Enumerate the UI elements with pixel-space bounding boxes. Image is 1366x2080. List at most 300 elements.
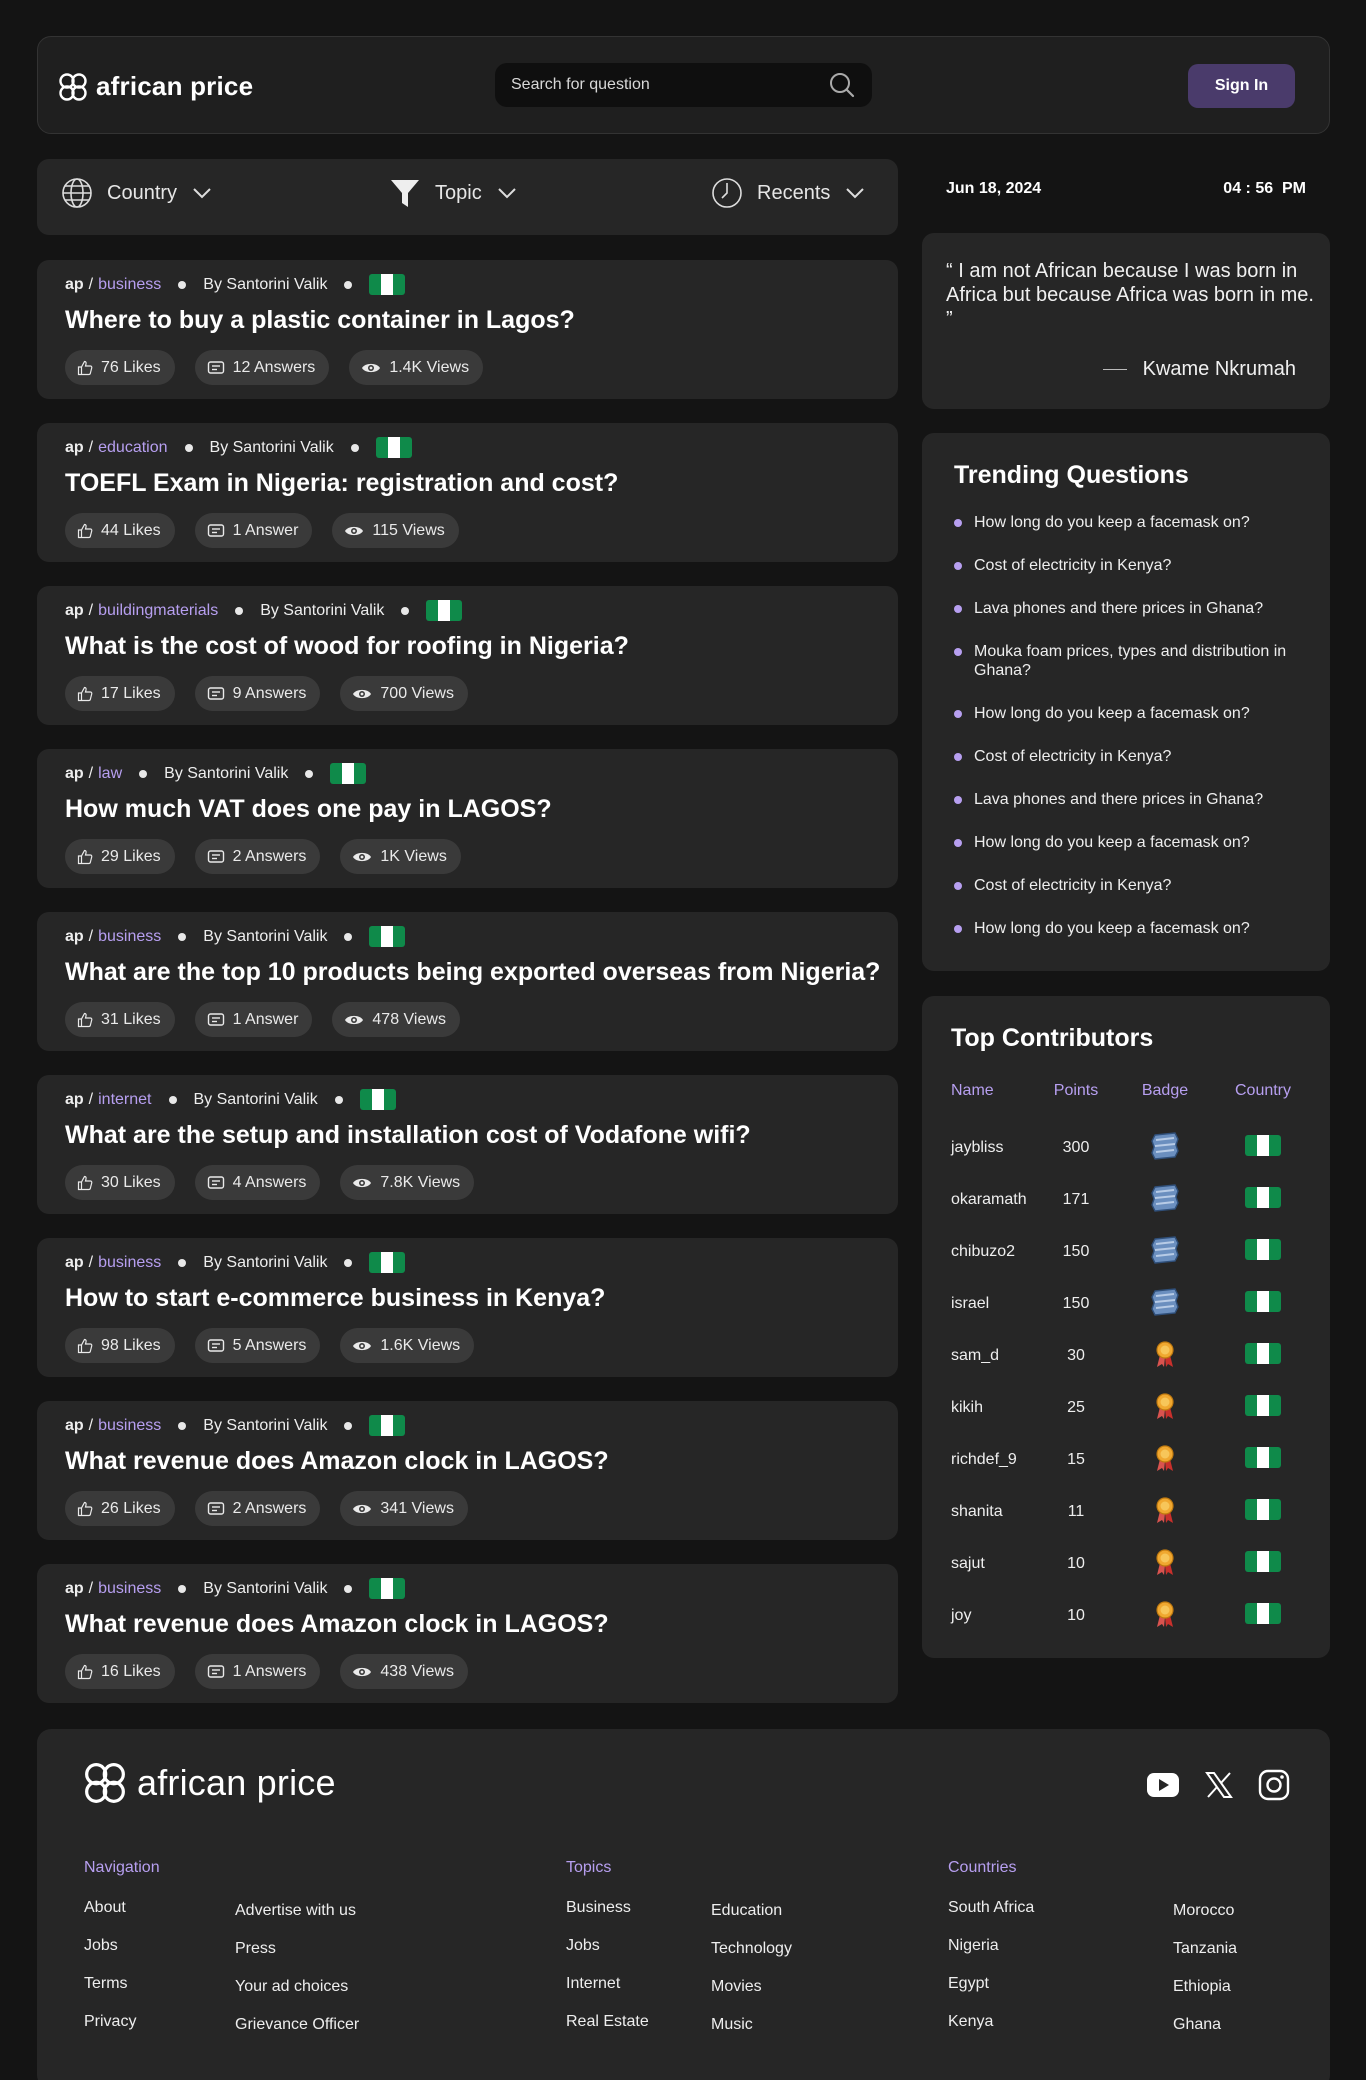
footer-navigation-title: Navigation — [84, 1859, 160, 1876]
table-row[interactable] — [951, 1382, 1311, 1434]
footer-country-link[interactable]: Ethiopia — [1173, 1978, 1231, 1995]
search-icon[interactable] — [828, 71, 856, 99]
footer-nav-link[interactable]: Press — [235, 1940, 276, 1957]
views-indicator — [340, 1491, 468, 1526]
current-date: Jun 18, 2024 — [946, 180, 1042, 197]
trending-question-link[interactable]: How long do you keep a facemask on? — [974, 514, 1250, 531]
likes-count: 31 Likes — [101, 1010, 161, 1028]
path-separator: / — [88, 1090, 94, 1108]
medal-badge-icon — [1115, 1434, 1215, 1486]
question-meta — [65, 1252, 405, 1273]
footer-country-link[interactable]: Tanzania — [1173, 1940, 1238, 1957]
site-prefix: ap — [65, 601, 84, 619]
path-separator: / — [88, 601, 94, 619]
answers-button[interactable] — [195, 350, 330, 385]
footer-topics-extra — [711, 1902, 792, 2054]
trending-question-link[interactable]: Cost of electricity in Kenya? — [974, 557, 1172, 574]
site-prefix: ap — [65, 1416, 84, 1434]
trending-question-link[interactable]: Mouka foam prices, types and distribution in Ghana? — [974, 643, 1287, 679]
bullet-dot — [954, 562, 962, 570]
contributor-points: 10 — [1067, 1555, 1085, 1572]
question-stats — [65, 1002, 460, 1037]
contributor-points: 15 — [1067, 1451, 1085, 1468]
x-twitter-icon[interactable] — [1204, 1770, 1234, 1800]
column-header-name: Name — [951, 1082, 994, 1099]
comment-icon — [207, 1175, 225, 1191]
question-stats — [65, 1491, 468, 1526]
chevron-down-icon — [191, 186, 213, 200]
topic-filter[interactable] — [389, 177, 518, 209]
separator-dot — [185, 444, 193, 452]
likes-button[interactable] — [65, 1165, 175, 1200]
trending-item[interactable] — [954, 513, 1314, 532]
question-title[interactable]: TOEFL Exam in Nigeria: registration and cost? — [65, 469, 619, 497]
contributors-table — [951, 1082, 1311, 1642]
eye-icon — [352, 1502, 372, 1516]
footer-topic-link[interactable]: Jobs — [566, 1937, 600, 1954]
footer-nav-link[interactable]: Terms — [84, 1975, 128, 1992]
current-time: 04 : 56 PM — [1223, 180, 1306, 197]
bullet-dot — [954, 753, 962, 761]
likes-count: 26 Likes — [101, 1499, 161, 1517]
trending-item[interactable] — [954, 876, 1314, 895]
question-title[interactable]: What are the setup and installation cost of Vodafone wifi? — [65, 1121, 751, 1149]
question-author[interactable]: By Santorini Valik — [193, 1090, 318, 1108]
comment-icon — [207, 849, 225, 865]
date-time — [946, 180, 1306, 198]
separator-dot — [178, 1259, 186, 1267]
nigeria-flag-icon — [1245, 1135, 1281, 1156]
footer-topic-link[interactable]: Internet — [566, 1975, 621, 1992]
nigeria-flag-icon — [1245, 1291, 1281, 1312]
views-count: 341 Views — [380, 1499, 454, 1517]
contributor-name[interactable]: kikih — [951, 1399, 984, 1416]
recents-filter[interactable] — [711, 177, 866, 209]
eye-icon — [352, 850, 372, 864]
contributor-name[interactable]: chibuzo2 — [951, 1243, 1016, 1260]
separator-dot — [178, 1585, 186, 1593]
likes-button[interactable] — [65, 1654, 175, 1689]
question-card[interactable] — [37, 423, 898, 562]
answers-button[interactable] — [195, 1328, 321, 1363]
footer-country-link[interactable]: South Africa — [948, 1899, 1035, 1916]
comment-icon — [207, 360, 225, 376]
contributor-name[interactable]: sajut — [951, 1555, 985, 1572]
views-count: 700 Views — [380, 684, 454, 702]
nigeria-flag-icon — [1245, 1395, 1281, 1416]
question-stats — [65, 1654, 468, 1689]
separator-dot — [178, 1422, 186, 1430]
likes-count: 44 Likes — [101, 521, 161, 539]
separator-dot — [344, 1585, 352, 1593]
question-author[interactable]: By Santorini Valik — [164, 764, 289, 782]
contributor-points: 25 — [1067, 1399, 1085, 1416]
separator-dot — [235, 607, 243, 615]
trending-item[interactable] — [954, 790, 1314, 809]
question-stats — [65, 1165, 474, 1200]
globe-icon — [61, 177, 93, 209]
path-separator: / — [88, 764, 94, 782]
table-row[interactable] — [951, 1174, 1311, 1226]
shield-badge-icon — [1115, 1278, 1215, 1330]
contributor-country — [1215, 1278, 1311, 1330]
footer-brand-name: african price — [137, 1762, 336, 1803]
medal-badge-icon — [1115, 1382, 1215, 1434]
views-indicator — [332, 513, 458, 548]
table-row[interactable] — [951, 1434, 1311, 1486]
nigeria-flag-icon — [1245, 1499, 1281, 1520]
separator-dot — [335, 1096, 343, 1104]
separator-dot — [305, 770, 313, 778]
contributor-name[interactable]: israel — [951, 1295, 990, 1312]
separator-dot — [344, 281, 352, 289]
answers-button[interactable] — [195, 1165, 321, 1200]
views-indicator — [340, 676, 468, 711]
likes-button[interactable] — [65, 1328, 175, 1363]
trending-item[interactable] — [954, 556, 1314, 575]
quote-text: “ I am not African because I was born in Africa but because Africa was born in me. ” — [946, 260, 1314, 330]
likes-count: 30 Likes — [101, 1173, 161, 1191]
views-count: 115 Views — [372, 521, 445, 539]
footer-nav-link[interactable]: Grievance Officer — [235, 2016, 360, 2033]
chevron-down-icon — [844, 186, 866, 200]
medal-badge-icon — [1115, 1486, 1215, 1538]
footer-nav-link[interactable]: Your ad choices — [235, 1978, 349, 1995]
question-meta — [65, 926, 405, 947]
answers-button[interactable] — [195, 1491, 321, 1526]
answers-count: 1 Answers — [232, 1662, 307, 1680]
separator-dot — [401, 607, 409, 615]
question-category-link[interactable]: buildingmaterials — [98, 601, 219, 619]
trending-question-link[interactable]: How long do you keep a facemask on? — [974, 920, 1250, 937]
logo-icon — [83, 1761, 127, 1805]
question-title[interactable]: Where to buy a plastic container in Lagos? — [65, 306, 575, 334]
bullet-dot — [954, 710, 962, 718]
trending-question-link[interactable]: How long do you keep a facemask on? — [974, 705, 1250, 722]
table-row[interactable] — [951, 1590, 1311, 1642]
likes-count: 29 Likes — [101, 847, 161, 865]
question-title[interactable]: How much VAT does one pay in LAGOS? — [65, 795, 552, 823]
question-title[interactable]: How to start e-commerce business in Kenya? — [65, 1284, 606, 1312]
comment-icon — [207, 523, 225, 539]
likes-count: 76 Likes — [101, 358, 161, 376]
contributor-country — [1215, 1122, 1311, 1174]
question-author[interactable]: By Santorini Valik — [260, 601, 385, 619]
question-stats — [65, 1328, 474, 1363]
question-category-link[interactable]: education — [98, 438, 168, 456]
question-author[interactable]: By Santorini Valik — [203, 1253, 328, 1271]
trending-item[interactable] — [954, 747, 1314, 766]
question-meta — [65, 600, 462, 621]
contributor-points: 150 — [1062, 1243, 1090, 1260]
comment-icon — [207, 1012, 225, 1028]
likes-button[interactable] — [65, 676, 175, 711]
question-card[interactable] — [37, 586, 898, 725]
answers-button[interactable] — [195, 1654, 321, 1689]
table-row[interactable] — [951, 1486, 1311, 1538]
answers-count: 2 Answers — [232, 1499, 307, 1517]
footer-topic-link[interactable]: Technology — [711, 1940, 792, 1957]
bullet-dot — [954, 925, 962, 933]
filter-bar — [37, 159, 898, 235]
site-prefix: ap — [65, 1090, 84, 1108]
site-prefix: ap — [65, 1579, 84, 1597]
footer-country-link[interactable]: Ghana — [1173, 2016, 1222, 2033]
quote-author-name: Kwame Nkrumah — [1142, 358, 1296, 380]
comment-icon — [207, 1501, 225, 1517]
footer-country-link[interactable]: Egypt — [948, 1975, 989, 1992]
contributor-country — [1215, 1538, 1311, 1590]
views-indicator — [340, 1165, 474, 1200]
separator-dot — [169, 1096, 177, 1104]
trending-question-link[interactable]: Lava phones and there prices in Ghana? — [974, 600, 1264, 617]
contributors-title: Top Contributors — [951, 1024, 1154, 1052]
sign-in-button[interactable]: Sign In — [1188, 64, 1295, 108]
answers-button[interactable] — [195, 676, 321, 711]
question-stats — [65, 839, 461, 874]
contributor-name[interactable]: joy — [951, 1607, 972, 1624]
nigeria-flag-icon — [330, 763, 366, 784]
answers-count: 1 Answer — [232, 1010, 299, 1028]
answers-count: 12 Answers — [232, 358, 316, 376]
likes-count: 98 Likes — [101, 1336, 161, 1354]
nigeria-flag-icon — [369, 926, 405, 947]
nigeria-flag-icon — [1245, 1343, 1281, 1364]
eye-icon — [352, 687, 372, 701]
question-title[interactable]: What revenue does Amazon clock in LAGOS? — [65, 1610, 609, 1638]
nigeria-flag-icon — [426, 600, 462, 621]
footer-topic-link[interactable]: Movies — [711, 1978, 762, 1995]
topic-filter-label: Topic — [435, 181, 482, 204]
question-category-link[interactable]: law — [98, 764, 123, 782]
site-footer — [37, 1729, 1330, 2080]
column-header-badge: Badge — [1141, 1082, 1189, 1099]
likes-button[interactable] — [65, 1491, 175, 1526]
quote-dash — [1103, 369, 1127, 370]
likes-count: 16 Likes — [101, 1662, 161, 1680]
answers-button[interactable] — [195, 1002, 313, 1037]
contributor-name[interactable]: okaramath — [951, 1191, 1027, 1208]
answers-button[interactable] — [195, 839, 321, 874]
eye-icon — [352, 1339, 372, 1353]
footer-nav-link[interactable]: Advertise with us — [235, 1902, 356, 1919]
views-indicator — [349, 350, 483, 385]
search-input[interactable]: Search for question — [511, 76, 650, 93]
nigeria-flag-icon — [369, 1578, 405, 1599]
question-category-link[interactable]: business — [98, 1253, 162, 1271]
answers-count: 1 Answer — [232, 521, 299, 539]
filter-icon — [389, 177, 421, 209]
table-row[interactable] — [951, 1226, 1311, 1278]
question-title[interactable]: What revenue does Amazon clock in LAGOS? — [65, 1447, 609, 1475]
question-category-link[interactable]: business — [98, 275, 162, 293]
question-card[interactable] — [37, 260, 898, 399]
question-stats — [65, 513, 459, 548]
question-category-link[interactable]: business — [98, 1416, 162, 1434]
thumbs-up-icon — [77, 849, 93, 865]
likes-count: 17 Likes — [101, 684, 161, 702]
views-count: 7.8K Views — [380, 1173, 461, 1191]
footer-topic-link[interactable]: Real Estate — [566, 2013, 649, 2030]
contributor-name[interactable]: sam_d — [951, 1347, 1000, 1364]
question-card[interactable] — [37, 1075, 898, 1214]
contributor-points: 171 — [1062, 1191, 1090, 1208]
path-separator: / — [88, 927, 94, 945]
eye-icon — [344, 1013, 364, 1027]
trending-question-link[interactable]: Lava phones and there prices in Ghana? — [974, 791, 1264, 808]
question-category-link[interactable]: business — [98, 1579, 162, 1597]
site-header — [37, 36, 1330, 134]
views-count: 1.6K Views — [380, 1336, 461, 1354]
question-card[interactable] — [37, 1564, 898, 1703]
nigeria-flag-icon — [376, 437, 412, 458]
question-author[interactable]: By Santorini Valik — [203, 1416, 328, 1434]
trending-question-link[interactable]: How long do you keep a facemask on? — [974, 834, 1250, 851]
question-meta — [65, 1415, 405, 1436]
logo-icon — [58, 72, 88, 102]
footer-nav-link[interactable]: Jobs — [84, 1937, 118, 1954]
likes-button[interactable] — [65, 513, 175, 548]
footer-topic-link[interactable]: Education — [711, 1902, 783, 1919]
answers-count: 2 Answers — [232, 847, 307, 865]
contributor-name[interactable]: jaybliss — [951, 1139, 1004, 1156]
bullet-dot — [954, 839, 962, 847]
question-card[interactable] — [37, 912, 898, 1051]
question-category-link[interactable]: internet — [98, 1090, 152, 1108]
views-count: 1K Views — [380, 847, 447, 865]
contributor-points: 30 — [1067, 1347, 1085, 1364]
column-header-points: Points — [1053, 1082, 1099, 1099]
footer-navigation-extra — [235, 1902, 359, 2054]
answers-count: 5 Answers — [232, 1336, 307, 1354]
clock-icon — [711, 177, 743, 209]
question-card[interactable] — [37, 1401, 898, 1540]
question-category-link[interactable]: business — [98, 927, 162, 945]
question-author[interactable]: By Santorini Valik — [203, 1579, 328, 1597]
trending-item[interactable] — [954, 833, 1314, 852]
footer-brand-logo[interactable] — [83, 1761, 336, 1805]
question-author[interactable]: By Santorini Valik — [203, 927, 328, 945]
thumbs-up-icon — [77, 686, 93, 702]
trending-item[interactable] — [954, 704, 1314, 723]
contributor-country — [1215, 1226, 1311, 1278]
instagram-icon[interactable] — [1258, 1769, 1290, 1801]
contributor-country — [1215, 1330, 1311, 1382]
question-stats — [65, 676, 468, 711]
question-meta — [65, 763, 366, 784]
question-meta — [65, 274, 405, 295]
site-prefix: ap — [65, 927, 84, 945]
thumbs-up-icon — [77, 1501, 93, 1517]
table-header-row — [951, 1082, 1311, 1122]
question-author[interactable]: By Santorini Valik — [203, 275, 328, 293]
trending-item[interactable] — [954, 919, 1314, 938]
question-title[interactable]: What is the cost of wood for roofing in Nigeria? — [65, 632, 629, 660]
question-card[interactable] — [37, 749, 898, 888]
country-filter[interactable] — [61, 177, 213, 209]
footer-countries — [948, 1859, 1034, 2051]
footer-topic-link[interactable]: Music — [711, 2016, 753, 2033]
shield-badge-icon — [1115, 1226, 1215, 1278]
footer-country-link[interactable]: Nigeria — [948, 1937, 999, 1954]
table-row[interactable] — [951, 1330, 1311, 1382]
table-row[interactable] — [951, 1278, 1311, 1330]
contributor-country — [1215, 1590, 1311, 1642]
trending-question-link[interactable]: Cost of electricity in Kenya? — [974, 748, 1172, 765]
recents-filter-label: Recents — [757, 181, 831, 204]
footer-nav-link[interactable]: About — [84, 1899, 126, 1916]
footer-nav-link[interactable]: Privacy — [84, 2013, 137, 2030]
comment-icon — [207, 686, 225, 702]
table-row[interactable] — [951, 1538, 1311, 1590]
nigeria-flag-icon — [1245, 1187, 1281, 1208]
question-title[interactable]: What are the top 10 products being exported overseas from Nigeria? — [65, 958, 881, 986]
youtube-icon[interactable] — [1146, 1772, 1180, 1798]
site-prefix: ap — [65, 275, 84, 293]
shield-badge-icon — [1115, 1174, 1215, 1226]
trending-item[interactable] — [954, 642, 1314, 680]
bullet-dot — [954, 648, 962, 656]
footer-topic-link[interactable]: Business — [566, 1899, 631, 1916]
medal-badge-icon — [1115, 1538, 1215, 1590]
answers-count: 4 Answers — [232, 1173, 307, 1191]
path-separator: / — [88, 1579, 94, 1597]
table-row[interactable] — [951, 1122, 1311, 1174]
views-indicator — [332, 1002, 460, 1037]
contributor-name[interactable]: richdef_9 — [951, 1451, 1017, 1468]
question-card[interactable] — [37, 1238, 898, 1377]
question-stats — [65, 350, 483, 385]
likes-button[interactable] — [65, 350, 175, 385]
footer-navigation — [84, 1859, 160, 2051]
site-prefix: ap — [65, 1253, 84, 1271]
brand-logo[interactable] — [58, 71, 253, 102]
contributor-country — [1215, 1486, 1311, 1538]
eye-icon — [361, 361, 381, 375]
eye-icon — [352, 1665, 372, 1679]
answers-count: 9 Answers — [232, 684, 307, 702]
search-bar[interactable] — [495, 63, 872, 107]
contributor-name[interactable]: shanita — [951, 1503, 1003, 1520]
footer-country-link[interactable]: Kenya — [948, 2013, 994, 2030]
social-links — [1146, 1769, 1290, 1801]
contributor-points: 11 — [1067, 1503, 1085, 1520]
question-author[interactable]: By Santorini Valik — [209, 438, 334, 456]
separator-dot — [178, 281, 186, 289]
footer-countries-title: Countries — [948, 1859, 1017, 1876]
likes-button[interactable] — [65, 839, 175, 874]
likes-button[interactable] — [65, 1002, 175, 1037]
separator-dot — [344, 1422, 352, 1430]
bullet-dot — [954, 519, 962, 527]
footer-country-link[interactable]: Morocco — [1173, 1902, 1235, 1919]
trending-question-link[interactable]: Cost of electricity in Kenya? — [974, 877, 1172, 894]
path-separator: / — [88, 438, 94, 456]
medal-badge-icon — [1115, 1330, 1215, 1382]
top-contributors — [922, 996, 1330, 1658]
contributor-country — [1215, 1434, 1311, 1486]
column-header-country: Country — [1234, 1082, 1292, 1099]
quote-author — [1103, 358, 1296, 381]
answers-button[interactable] — [195, 513, 313, 548]
thumbs-up-icon — [77, 1012, 93, 1028]
contributor-points: 300 — [1062, 1139, 1090, 1156]
thumbs-up-icon — [77, 1175, 93, 1191]
trending-item[interactable] — [954, 599, 1314, 618]
question-meta — [65, 1578, 405, 1599]
separator-dot — [344, 1259, 352, 1267]
path-separator: / — [88, 1416, 94, 1434]
